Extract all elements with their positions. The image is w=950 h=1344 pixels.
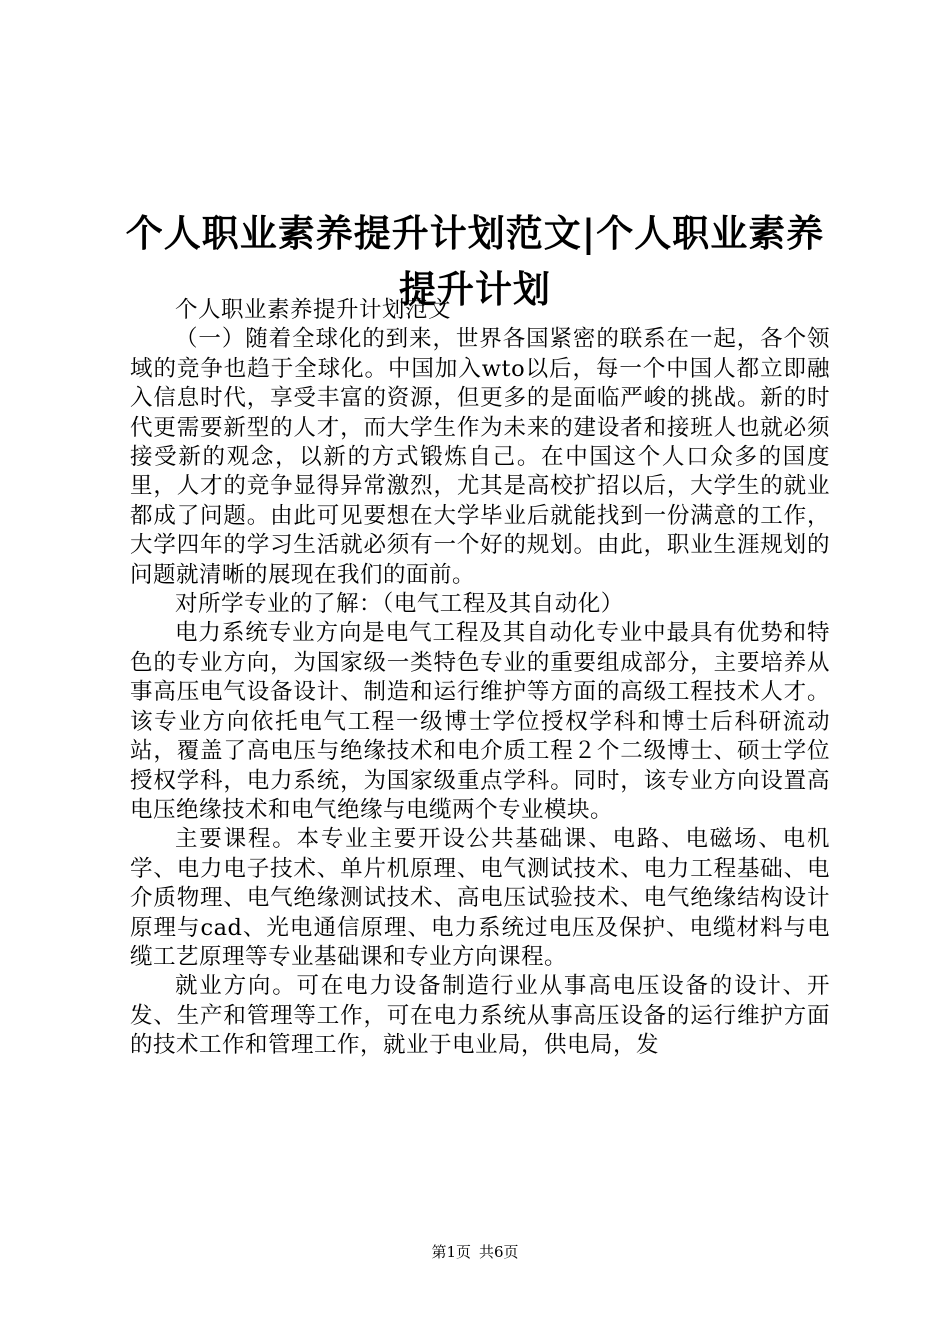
document-title: 个人职业素养提升计划范文|个人职业素养提升计划 — [125, 210, 825, 311]
paragraph-major-heading: 对所学专业的了解：（电气工程及其自动化） — [175, 591, 624, 618]
paragraph-employment: 就业方向。可在电力设备制造行业从事高电压设备的设计、开发、生产和管理等工作，可在电力系统从事高压设备的运行维护方面的技术工作和管理工作，就业于电业局，供电局，发 — [130, 973, 830, 1059]
paragraph-major-description: 电力系统专业方向是电气工程及其自动化专业中最具有优势和特色的专业方向，为国家级一类特色专业的重要组成部分，主要培养从事高压电气设备设计、制造和运行维护等方面的高级工程技术人才。该专业方向依托电气工程一级博士学位授权学科和博士后科研流动站，覆盖了高电压与绝缘技术和电介质工程２个二级博士、硕士学位授权学科，电力系统，为国家级重点学科。同时，该专业方向设置高电压绝缘技术和电气绝缘与电缆两个专业模块。 — [130, 620, 830, 823]
paragraph-intro: （一）随着全球化的到来，世界各国紧密的联系在一起，各个领域的竞争也趋于全球化。中国加入wto以后，每一个中国人都立即融入信息时代，享受丰富的资源，但更多的是面临严峻的挑战。新的时代更需要新型的人才，而大学生作为未来的建设者和接班人也就必须接受新的观念，以新的方式锻炼自己。在中国这个人口众多的国度里，人才的竞争显得异常激烈，尤其是高校扩招以后，大学生的就业都成了问题。由此可见要想在大学毕业后就能找到一份满意的工作，大学四年的学习生活就必须有一个好的规划。由此，职业生涯规划的问题就清晰的展现在我们的面前。 — [130, 326, 830, 588]
document-body — [130, 296, 830, 1061]
page-footer — [0, 1242, 950, 1262]
paragraph-subtitle: 个人职业素养提升计划范文 — [175, 297, 452, 323]
page-total: 共6页 — [479, 1243, 519, 1261]
paragraph-courses: 主要课程。本专业主要开设公共基础课、电路、电磁场、电机学、电力电子技术、单片机原理、电气测试技术、电力工程基础、电介质物理、电气绝缘测试技术、高电压试验技术、电气绝缘结构设计原理与cad、光电通信原理、电力系统过电压及保护、电缆材料与电缆工艺原理等专业基础课和专业方向课程。 — [130, 826, 830, 970]
page-number: 第1页 — [431, 1243, 471, 1261]
